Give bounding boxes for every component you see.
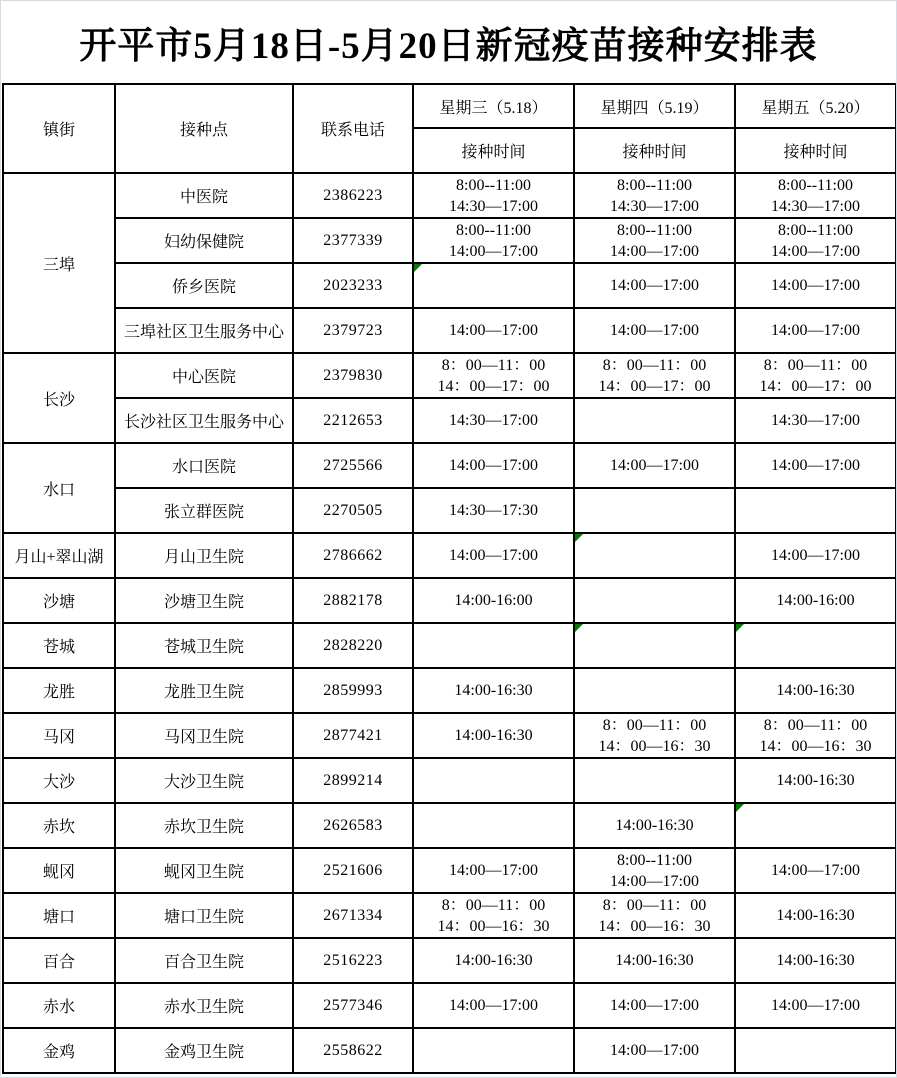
time-cell-thu xyxy=(574,758,735,803)
phone-cell: 2725566 xyxy=(293,443,413,488)
time-text: 14:00—17:00 xyxy=(771,242,860,260)
phone-cell: 2386223 xyxy=(293,173,413,218)
phone-cell: 2377339 xyxy=(293,218,413,263)
time-text: 8：00—11：00 xyxy=(763,716,868,734)
town-cell: 月山+翠山湖 xyxy=(3,533,115,578)
time-text: 14:00—17:00 xyxy=(610,997,699,1014)
phone-cell: 2558622 xyxy=(293,1028,413,1073)
time-cell-thu xyxy=(574,803,735,848)
time-text: 14：00—17：00 xyxy=(437,377,550,395)
time-cell-wed xyxy=(413,713,574,758)
time-cell-fri xyxy=(735,308,896,353)
table-row xyxy=(3,263,896,308)
site-cell: 长沙社区卫生服务中心 xyxy=(115,398,293,443)
time-text: 14:00-16:30 xyxy=(615,817,694,834)
town-cell: 金鸡 xyxy=(3,1028,115,1073)
site-cell: 苍城卫生院 xyxy=(115,623,293,668)
time-text: 8：00—11：00 xyxy=(763,356,868,374)
time-cell-fri xyxy=(735,533,896,578)
time-text: 14:00—17:00 xyxy=(771,277,860,294)
time-cell-wed xyxy=(413,173,574,218)
site-cell: 中心医院 xyxy=(115,353,293,398)
time-cell-wed xyxy=(413,848,574,893)
table-row xyxy=(3,668,896,713)
time-text: 14:00—17:00 xyxy=(610,457,699,474)
time-text: 14:00—17:00 xyxy=(771,457,860,474)
time-cell-wed xyxy=(413,668,574,713)
time-cell-fri xyxy=(735,938,896,983)
time-text: 14:30—17:30 xyxy=(449,502,538,519)
time-text: 14：00—16：30 xyxy=(759,737,872,755)
table-row xyxy=(3,893,896,938)
table-row xyxy=(3,713,896,758)
time-cell-fri xyxy=(735,758,896,803)
time-text: 14:30—17:00 xyxy=(771,412,860,429)
site-cell: 侨乡医院 xyxy=(115,263,293,308)
time-cell-wed xyxy=(413,758,574,803)
time-cell-wed xyxy=(413,443,574,488)
time-cell-fri xyxy=(735,668,896,713)
time-cell-wed xyxy=(413,623,574,668)
time-cell-thu xyxy=(574,308,735,353)
time-cell-wed xyxy=(413,803,574,848)
table-row xyxy=(3,308,896,353)
time-cell-fri xyxy=(735,983,896,1028)
time-text: 14:00—17:00 xyxy=(771,322,860,339)
table-row xyxy=(3,623,896,668)
site-cell: 蚬冈卫生院 xyxy=(115,848,293,893)
time-cell-thu xyxy=(574,578,735,623)
time-cell-fri xyxy=(735,443,896,488)
table-row xyxy=(3,578,896,623)
time-cell-fri xyxy=(735,848,896,893)
phone-cell: 2577346 xyxy=(293,983,413,1028)
town-cell: 百合 xyxy=(3,938,115,983)
time-text: 14:00—17:00 xyxy=(449,322,538,339)
table-row xyxy=(3,938,896,983)
site-cell: 三埠社区卫生服务中心 xyxy=(115,308,293,353)
phone-cell: 2212653 xyxy=(293,398,413,443)
time-text: 14：00—16：30 xyxy=(437,917,550,935)
phone-cell: 2626583 xyxy=(293,803,413,848)
time-text: 8：00—11：00 xyxy=(602,896,707,914)
phone-cell: 2516223 xyxy=(293,938,413,983)
time-text: 8:00--11:00 xyxy=(778,176,853,194)
town-cell: 长沙 xyxy=(3,353,115,443)
time-text: 14:30—17:00 xyxy=(771,197,860,215)
time-text: 14:00—17:00 xyxy=(449,862,538,879)
time-cell-thu xyxy=(574,668,735,713)
time-text: 14:00—17:00 xyxy=(771,862,860,879)
time-cell-wed xyxy=(413,308,574,353)
site-cell: 金鸡卫生院 xyxy=(115,1028,293,1073)
time-text: 8：00—11：00 xyxy=(441,896,546,914)
header-time-label-wed: 接种时间 xyxy=(413,128,574,173)
town-cell: 赤坎 xyxy=(3,803,115,848)
phone-cell: 2379723 xyxy=(293,308,413,353)
site-cell: 龙胜卫生院 xyxy=(115,668,293,713)
town-cell: 塘口 xyxy=(3,893,115,938)
header-town: 镇街 xyxy=(3,84,115,173)
time-cell-wed xyxy=(413,938,574,983)
time-text: 14:00—17:00 xyxy=(610,322,699,339)
time-cell-fri xyxy=(735,173,896,218)
town-cell: 蚬冈 xyxy=(3,848,115,893)
table-row xyxy=(3,173,896,218)
town-cell: 沙塘 xyxy=(3,578,115,623)
time-text: 14：00—16：30 xyxy=(598,737,711,755)
time-text: 14:00—17:00 xyxy=(771,547,860,564)
phone-cell: 2270505 xyxy=(293,488,413,533)
time-text: 14:00—17:00 xyxy=(449,242,538,260)
time-cell-wed xyxy=(413,488,574,533)
time-text: 14:00-16:30 xyxy=(454,727,533,744)
table-row xyxy=(3,443,896,488)
header-phone: 联系电话 xyxy=(293,84,413,173)
phone-cell: 2023233 xyxy=(293,263,413,308)
time-text: 14:00-16:00 xyxy=(454,592,533,609)
table-row xyxy=(3,533,896,578)
phone-cell: 2379830 xyxy=(293,353,413,398)
table-row xyxy=(3,983,896,1028)
time-text: 14:00-16:30 xyxy=(776,772,855,789)
header-time-label-fri: 接种时间 xyxy=(735,128,896,173)
time-cell-fri xyxy=(735,263,896,308)
time-text: 14:00—17:00 xyxy=(610,1042,699,1059)
time-cell-thu xyxy=(574,983,735,1028)
time-text: 14:00-16:30 xyxy=(776,682,855,699)
time-text: 8:00--11:00 xyxy=(456,176,531,194)
time-cell-thu xyxy=(574,938,735,983)
time-cell-thu xyxy=(574,533,735,578)
time-text: 8:00--11:00 xyxy=(617,176,692,194)
time-cell-thu xyxy=(574,848,735,893)
time-text: 14:00—17:00 xyxy=(610,872,699,890)
header-day-wed: 星期三（5.18） xyxy=(413,84,574,128)
time-text: 14:00-16:30 xyxy=(454,682,533,699)
time-text: 14:00-16:30 xyxy=(454,952,533,969)
green-corner-marker-icon xyxy=(575,534,583,542)
phone-cell: 2521606 xyxy=(293,848,413,893)
time-cell-wed xyxy=(413,1028,574,1073)
time-text: 14:00-16:30 xyxy=(776,952,855,969)
time-text: 14:30—17:00 xyxy=(449,412,538,429)
time-text: 14:00—17:00 xyxy=(610,242,699,260)
header-day-thu: 星期四（5.19） xyxy=(574,84,735,128)
time-cell-wed xyxy=(413,533,574,578)
phone-cell: 2828220 xyxy=(293,623,413,668)
site-cell: 张立群医院 xyxy=(115,488,293,533)
time-cell-fri xyxy=(735,893,896,938)
table-row xyxy=(3,1028,896,1073)
time-cell-thu xyxy=(574,443,735,488)
time-text: 8：00—11：00 xyxy=(602,716,707,734)
table-row xyxy=(3,353,896,398)
time-cell-wed xyxy=(413,353,574,398)
header-row-days xyxy=(3,84,896,128)
phone-cell: 2899214 xyxy=(293,758,413,803)
vaccine-schedule-table xyxy=(2,83,897,1074)
header-day-fri: 星期五（5.20） xyxy=(735,84,896,128)
table-row xyxy=(3,488,896,533)
table-row xyxy=(3,398,896,443)
time-text: 14:00—17:00 xyxy=(771,997,860,1014)
time-text: 8：00—11：00 xyxy=(602,356,707,374)
time-cell-thu xyxy=(574,713,735,758)
time-text: 14:00—17:00 xyxy=(610,277,699,294)
phone-cell: 2877421 xyxy=(293,713,413,758)
time-cell-wed xyxy=(413,578,574,623)
site-cell: 塘口卫生院 xyxy=(115,893,293,938)
time-cell-thu xyxy=(574,398,735,443)
table-row xyxy=(3,848,896,893)
site-cell: 月山卫生院 xyxy=(115,533,293,578)
time-text: 14:00-16:00 xyxy=(776,592,855,609)
site-cell: 赤水卫生院 xyxy=(115,983,293,1028)
time-cell-wed xyxy=(413,398,574,443)
table-row xyxy=(3,803,896,848)
site-cell: 沙塘卫生院 xyxy=(115,578,293,623)
time-cell-fri xyxy=(735,803,896,848)
table-row xyxy=(3,218,896,263)
town-cell: 苍城 xyxy=(3,623,115,668)
header-site: 接种点 xyxy=(115,84,293,173)
time-cell-fri xyxy=(735,353,896,398)
time-text: 8:00--11:00 xyxy=(456,221,531,239)
time-cell-wed xyxy=(413,263,574,308)
site-cell: 水口医院 xyxy=(115,443,293,488)
time-cell-fri xyxy=(735,578,896,623)
page-title: 开平市5月18日-5月20日新冠疫苗接种安排表 xyxy=(79,26,818,67)
header-time-label-thu: 接种时间 xyxy=(574,128,735,173)
time-cell-fri xyxy=(735,623,896,668)
time-cell-wed xyxy=(413,893,574,938)
time-text: 8:00--11:00 xyxy=(778,221,853,239)
time-cell-thu xyxy=(574,218,735,263)
time-cell-thu xyxy=(574,173,735,218)
time-text: 14：00—17：00 xyxy=(598,377,711,395)
site-cell: 妇幼保健院 xyxy=(115,218,293,263)
site-cell: 赤坎卫生院 xyxy=(115,803,293,848)
table-body xyxy=(3,173,896,1073)
time-cell-wed xyxy=(413,218,574,263)
time-cell-wed xyxy=(413,983,574,1028)
time-cell-thu xyxy=(574,353,735,398)
time-text: 14:30—17:00 xyxy=(610,197,699,215)
town-cell: 马冈 xyxy=(3,713,115,758)
phone-cell: 2671334 xyxy=(293,893,413,938)
phone-cell: 2882178 xyxy=(293,578,413,623)
time-text: 14:00—17:00 xyxy=(449,997,538,1014)
time-cell-thu xyxy=(574,488,735,533)
time-cell-thu xyxy=(574,623,735,668)
time-text: 8:00--11:00 xyxy=(617,851,692,869)
site-cell: 马冈卫生院 xyxy=(115,713,293,758)
time-cell-fri xyxy=(735,713,896,758)
time-cell-fri xyxy=(735,398,896,443)
green-corner-marker-icon xyxy=(575,624,583,632)
town-cell: 水口 xyxy=(3,443,115,533)
time-text: 14:00—17:00 xyxy=(449,457,538,474)
green-corner-marker-icon xyxy=(414,264,422,272)
phone-cell: 2786662 xyxy=(293,533,413,578)
time-text: 14：00—17：00 xyxy=(759,377,872,395)
green-corner-marker-icon xyxy=(736,804,744,812)
time-text: 8:00--11:00 xyxy=(617,221,692,239)
time-cell-fri xyxy=(735,488,896,533)
time-cell-fri xyxy=(735,218,896,263)
time-cell-thu xyxy=(574,893,735,938)
table-row xyxy=(3,758,896,803)
time-text: 14：00—16：30 xyxy=(598,917,711,935)
time-text: 8：00—11：00 xyxy=(441,356,546,374)
phone-cell: 2859993 xyxy=(293,668,413,713)
site-cell: 大沙卫生院 xyxy=(115,758,293,803)
site-cell: 百合卫生院 xyxy=(115,938,293,983)
time-cell-thu xyxy=(574,1028,735,1073)
town-cell: 赤水 xyxy=(3,983,115,1028)
green-corner-marker-icon xyxy=(736,624,744,632)
time-text: 14:00-16:30 xyxy=(615,952,694,969)
time-cell-fri xyxy=(735,1028,896,1073)
town-cell: 大沙 xyxy=(3,758,115,803)
time-text: 14:30—17:00 xyxy=(449,197,538,215)
time-cell-thu xyxy=(574,263,735,308)
town-cell: 龙胜 xyxy=(3,668,115,713)
time-text: 14:00-16:30 xyxy=(776,907,855,924)
time-text: 14:00—17:00 xyxy=(449,547,538,564)
town-cell: 三埠 xyxy=(3,173,115,353)
site-cell: 中医院 xyxy=(115,173,293,218)
